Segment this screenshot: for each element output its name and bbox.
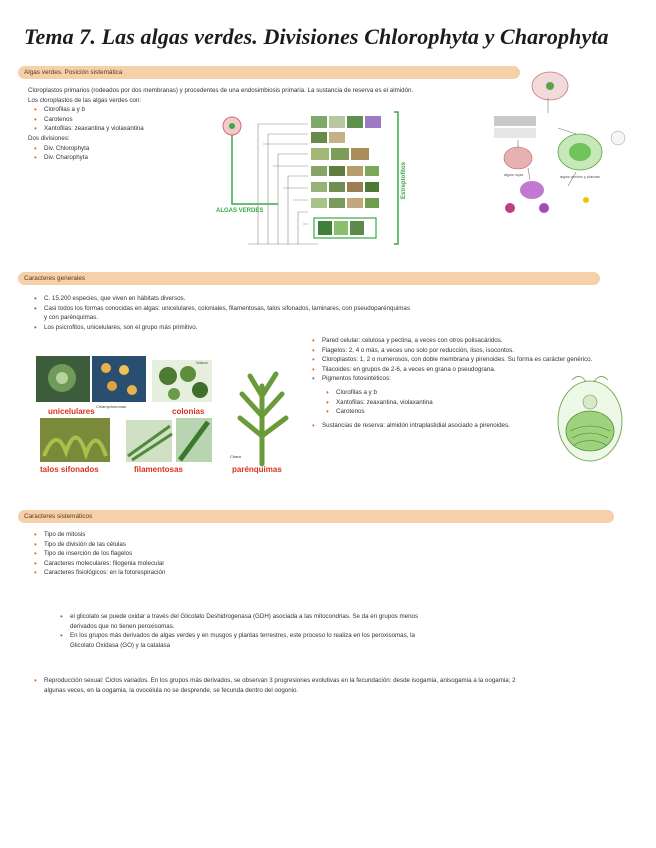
img-label-pyramimonas: Pyramimonas	[40, 404, 65, 409]
page-title: Tema 7. Las algas verdes. Divisiones Chlorophyta y Charophyta	[24, 24, 609, 49]
list-item: • Cloroplastos: 1, 2 o numerosos, con doble membrana y pirenoides. Su forma es carácter genérico.	[312, 355, 642, 365]
list-item-continuation: algunas veces, en la oogamia, la ovocélula no se desprende, se fecunda dentro del oogonio.	[44, 686, 299, 694]
list-item: • En los grupos más derivados de algas verdes y en musgos y plantas terrestres, este proceso lo realiza en los peroxisomas, la	[60, 631, 640, 641]
endo-label-1: algas rojas	[504, 172, 524, 177]
list-item: • Caracteres moleculares: filogenia molecular	[34, 559, 634, 569]
list-item: • Tipo de mitosis	[34, 530, 634, 540]
morphology-figure	[36, 356, 306, 481]
list-item: • Pigmentos fotosintéticos:	[312, 374, 642, 384]
list-item: • el glicolato se puede oxidar a través del Glicolato Deshidrogenasa (GDH) asociada a las mitocondrias. Se da en grupos menos	[60, 612, 640, 622]
section-header-systematic: Caracteres sistemáticos	[18, 510, 614, 523]
list-item: • C. 15.200 especies, que viven en hábitats diversos.	[34, 294, 634, 304]
list-item-continuation: Glicolato Oxidasa (GO) y la catalasa	[70, 641, 171, 649]
list-item: • Xantofilas: zeaxantina y violaxantina	[34, 124, 478, 134]
list-item: • Casi todos los formas conocidas en algas: unicelulares, coloniales, filamentosas, talos sifonados, laminares, con pseudoparénquimas	[34, 304, 634, 314]
divisions-intro: Dos divisiones:	[28, 135, 70, 143]
caption-parenquimas: parénquimas	[232, 465, 282, 474]
list-item: • Carotenos	[34, 115, 478, 125]
tree-label-side: Estreptofitos	[401, 161, 407, 199]
phylogeny-figure	[208, 104, 408, 254]
list-item: • Div. Chlorophyta	[34, 144, 478, 154]
list-item: • Carotenos	[326, 407, 642, 417]
caption-unicelulares: unicelulares	[48, 407, 95, 416]
section-header-general: Caracteres generales	[18, 272, 600, 285]
img-label-chlamydomonas: Chlamydomonas	[96, 404, 127, 409]
section-header-position: Algas verdes. Posición sistemática	[18, 66, 520, 79]
list-item: • Flagelos: 2, 4 o más, a veces uno solo por reducción, lisos, isocontos.	[312, 346, 642, 356]
list-item: • Caracteres fisiológicos: en la fotorespiración	[34, 568, 634, 578]
list-item-continuation: derivados que no tienen peroxisomas.	[70, 622, 175, 630]
list-item: • Pared celular: celulosa y pectina, a veces con otros polisacáridos.	[312, 336, 642, 346]
section3-sub	[60, 612, 640, 650]
img-label-volvox: Volvox	[196, 360, 208, 365]
list-item: • Xantofilas: zeaxantina, violaxantina	[326, 398, 642, 408]
list-item: • Los psicrofitos, unicelulares, son el grupo más primitivo.	[34, 323, 634, 333]
caption-talos-sifonados: talos sifonados	[40, 465, 99, 474]
intro-line: Cloroplastos primarios (rodeados por dos membranas) y procedentes de una endosimbiosis primaria. La sustancia de reserva es el almidón.	[28, 87, 414, 94]
list-item	[34, 313, 634, 323]
pigments-intro: Los cloroplastos de las algas verdes con:	[28, 96, 142, 104]
cell-diagram	[550, 376, 630, 466]
section3-bullets	[34, 530, 634, 578]
list-item: • Clorofilas a y b	[326, 388, 642, 398]
endo-label-2: algas verdes y plantas	[560, 174, 600, 179]
list-item: • Sustancias de reserva: almidón intraplastidial asociado a pirenoides.	[312, 421, 642, 431]
caption-filamentosas: filamentosas	[134, 465, 183, 474]
list-item: • Div. Charophyta	[34, 153, 478, 163]
list-item: • Clorofilas a y b	[34, 105, 478, 115]
list-item: • Tipo de división de las células	[34, 540, 634, 550]
list-item: • Tilacoides: en grupos de 2-6, a veces en grana o pseudograna.	[312, 365, 642, 375]
endosymbiosis-figure	[488, 68, 638, 218]
list-item-text: y con parénquimas.	[44, 314, 98, 322]
tree-label-green: ALGAS VERDES	[216, 208, 264, 214]
list-item: • Reproducción sexual: Ciclos variados. En los grupos más derivados, se observan 3 progresiones evolutivas en la fecundación: desde isogamia, anisogamia a la oogamia; 2	[34, 676, 644, 686]
list-item: • Tipo de inserción de los flagelos	[34, 549, 634, 559]
img-label-chara: Chara	[230, 454, 241, 459]
section3-repro	[34, 676, 644, 695]
section2-bullets	[34, 294, 634, 332]
caption-colonias: colonias	[172, 407, 205, 416]
